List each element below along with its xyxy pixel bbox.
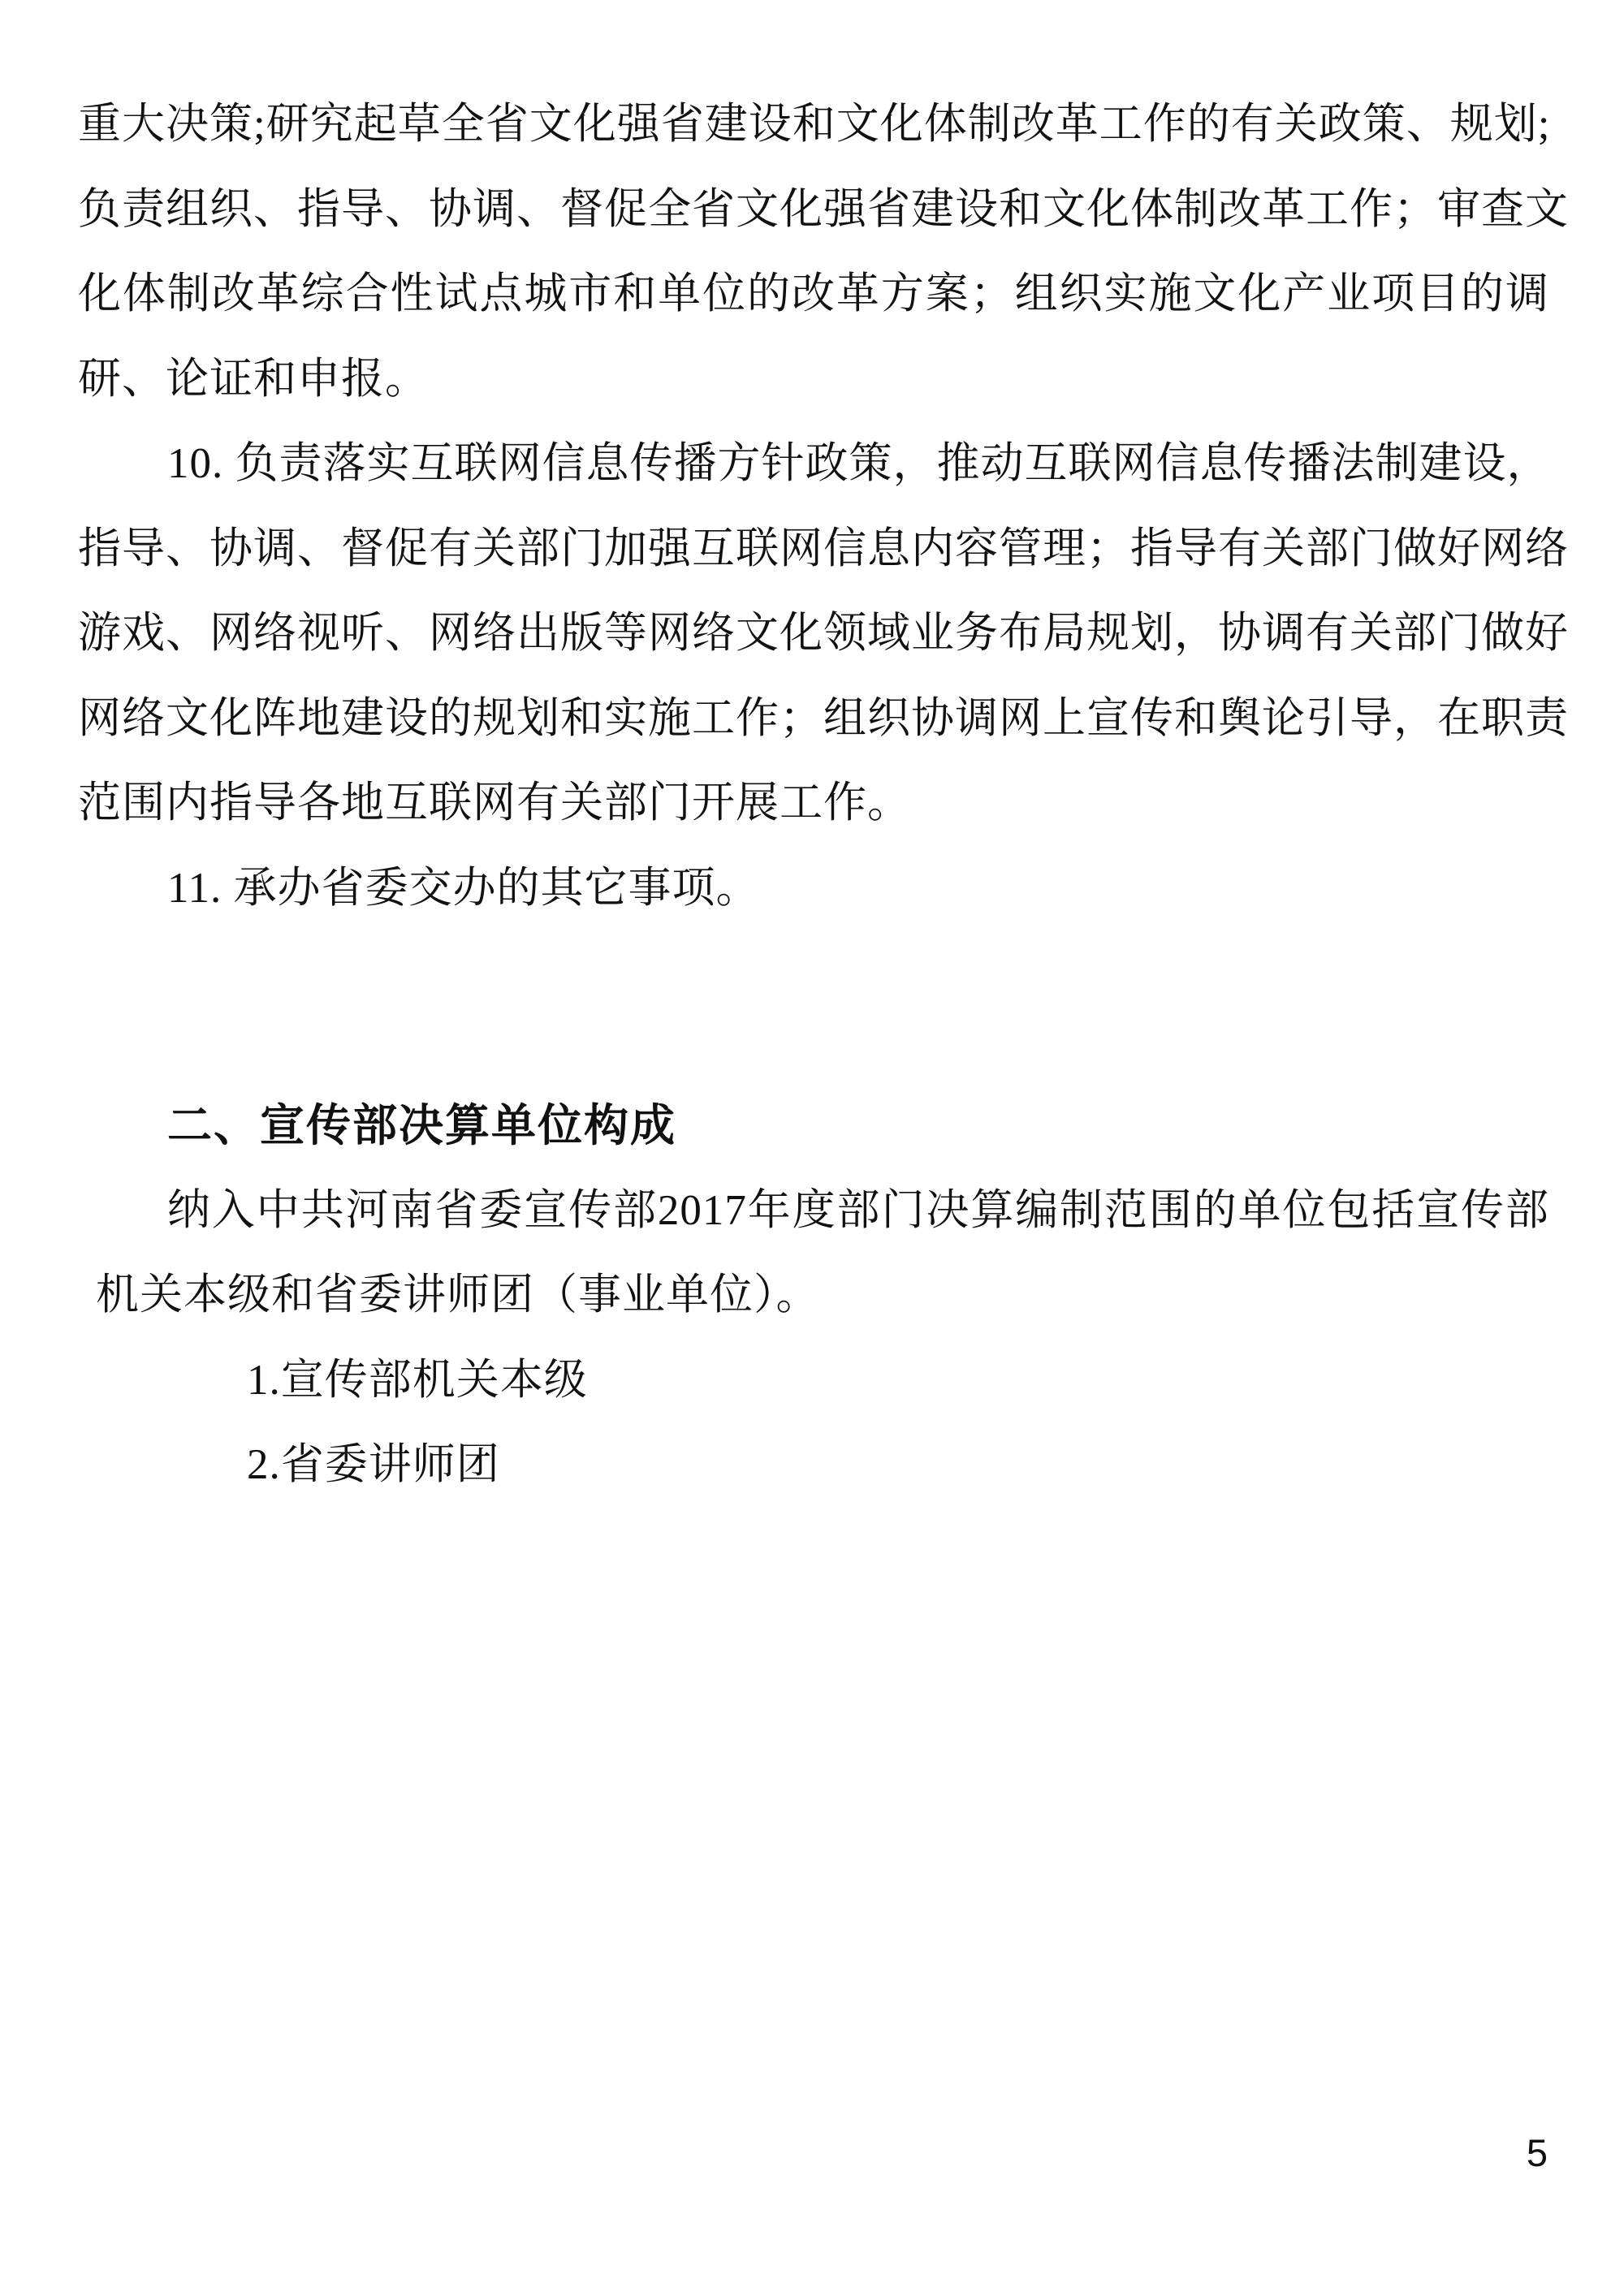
blank-gap — [78, 930, 1549, 1083]
page-number: 5 — [1526, 2131, 1548, 2174]
text-line: 11. 承办省委交办的其它事项。 — [167, 864, 760, 912]
paragraph-duty-11 — [78, 846, 1549, 931]
paragraph-duty-10 — [78, 421, 1569, 846]
list-item-unit-2: 2.省委讲师团 — [247, 1441, 500, 1488]
text-line: 研、论证和申报。 — [78, 355, 429, 403]
page-content — [78, 82, 1569, 1508]
text-line: 范围内指导各地互联网有关部门开展工作。 — [78, 779, 911, 826]
text-line: 重大决策;研究起草全省文化强省建设和文化体制改革工作的有关政策、规划; — [78, 101, 1551, 148]
text-line: 机关本级和省委讲师团（事业单位）。 — [96, 1271, 820, 1318]
paragraph-section-intro — [78, 1168, 1549, 1338]
text-line: 负责组织、指导、协调、督促全省文化强省建设和文化体制改革工作；审查文 — [78, 185, 1569, 233]
text-line: 纳入中共河南省委宣传部2017年度部门决算编制范围的单位包括宣传部 — [167, 1186, 1549, 1234]
text-line: 化体制改革综合性试点城市和单位的改革方案；组织实施文化产业项目的调 — [78, 270, 1549, 317]
paragraph-duties-continuation — [78, 82, 1569, 421]
text-line: 10. 负责落实互联网信息传播方针政策，推动互联网信息传播法制建设， — [167, 440, 1551, 487]
text-line: 游戏、网络视听、网络出版等网络文化领域业务布局规划，协调有关部门做好 — [78, 610, 1569, 657]
list-item-unit-1: 1.宣传部机关本级 — [247, 1356, 588, 1404]
section-heading: 二、宣传部决算单位构成 — [167, 1100, 677, 1150]
text-line: 网络文化阵地建设的规划和实施工作；组织协调网上宣传和舆论引导，在职责 — [78, 694, 1569, 742]
text-line: 指导、协调、督促有关部门加强互联网信息内容管理；指导有关部门做好网络 — [78, 524, 1569, 572]
